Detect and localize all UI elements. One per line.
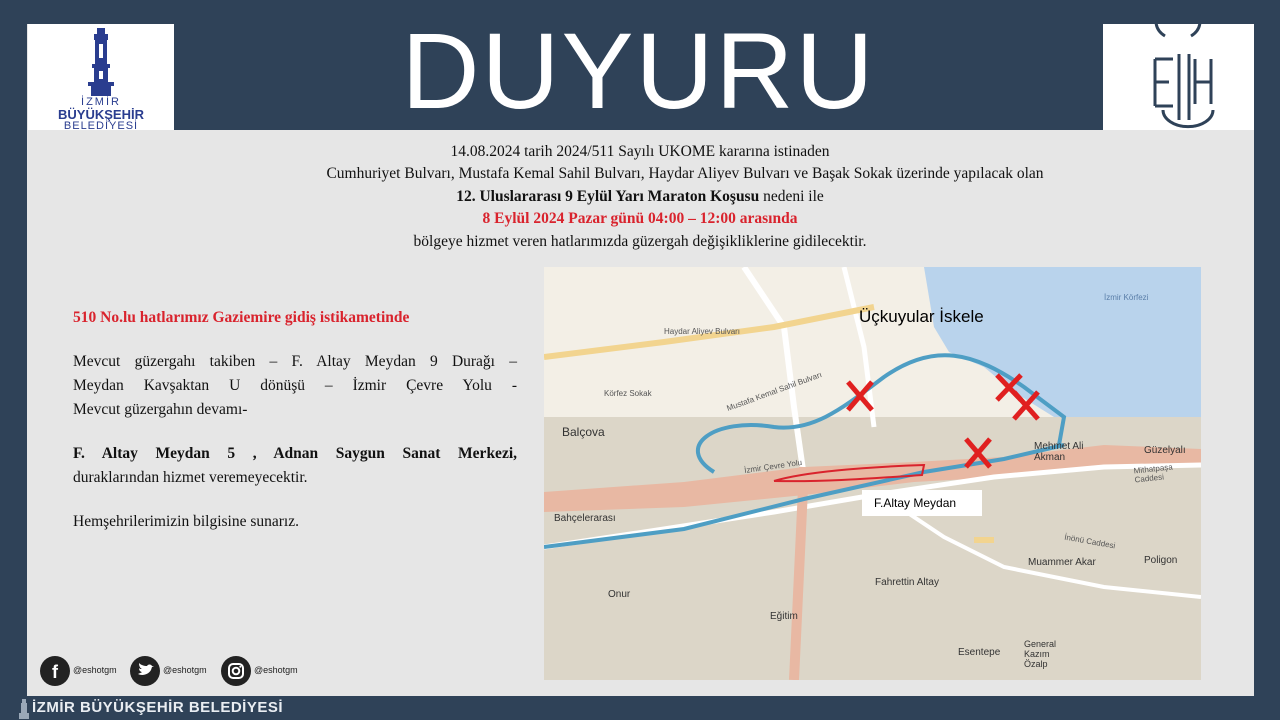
closed-stops-note: duraklarından hizmet veremeyecektir. <box>73 469 308 486</box>
road-mithatpasa: Mithatpaşa Caddesi <box>1133 462 1174 485</box>
route-line1: Mevcut güzergahı takiben – F. Altay Meydan 9 Durağı – <box>73 353 517 370</box>
event-name: 12. Uluslararası 9 Eylül Yarı Maraton Koşusu <box>456 188 760 205</box>
footer-tower-icon <box>17 699 31 719</box>
place-onur: Onur <box>608 589 631 600</box>
road-inonu: İnönü Caddesi <box>1063 532 1116 551</box>
eshot-monogram-icon <box>1103 24 1254 130</box>
place-poligon: Poligon <box>1144 555 1178 566</box>
page-title: DUYURU <box>174 0 1103 130</box>
facebook-icon[interactable] <box>40 656 70 686</box>
facebook-handle[interactable]: @eshotgm <box>73 665 117 675</box>
place-general-kazim-ozalp: General Kazım Özalp <box>1024 639 1057 669</box>
place-izmir-korfezi: İzmir Körfezi <box>1104 293 1149 302</box>
instagram-icon[interactable] <box>221 656 251 686</box>
road-korfez-sokak: Körfez Sokak <box>604 389 652 398</box>
logo-line2: BÜYÜKŞEHİR <box>58 107 144 122</box>
place-esentepe: Esentepe <box>958 647 1001 658</box>
closing-note: Hemşehrilerimizin bilgisine sunarız. <box>73 513 299 530</box>
announcement-line5: bölgeye hizmet veren hatlarımızda güzergah değişikliklerine gidilecektir. <box>413 233 867 250</box>
road-cevre-yolu: İzmir Çevre Yolu <box>743 457 803 476</box>
road-haydar-aliyev: Haydar Aliyev Bulvarı <box>664 327 741 336</box>
instagram-handle[interactable]: @eshotgm <box>254 665 298 675</box>
logo-line1: İZMİR <box>81 96 121 108</box>
closed-stops: F. Altay Meydan 5 , Adnan Saygun Sanat Merkezi, <box>73 445 517 462</box>
twitter-icon[interactable] <box>130 656 160 686</box>
route-heading: 510 No.lu hatlarımız Gaziemire gidiş istikametinde <box>73 309 410 326</box>
map-graphic <box>544 267 1201 680</box>
pier-label: Üçkuyular İskele <box>859 307 984 326</box>
place-egitim: Eğitim <box>770 611 798 622</box>
stop-label: F.Altay Meydan <box>874 496 957 510</box>
route-line3: Mevcut güzergahın devamı- <box>73 401 248 418</box>
announcement-line3 <box>0 188 1280 206</box>
footer-text: İZMİR BÜYÜKŞEHİR BELEDİYESİ <box>32 699 284 716</box>
place-mehmet-ali-akman: Mehmet Ali Akman <box>1034 441 1084 463</box>
eshot-logo <box>1103 24 1254 130</box>
izmir-logo <box>28 24 174 130</box>
svg-text:f: f <box>52 662 58 682</box>
announcement-line1: 14.08.2024 tarih 2024/511 Sayılı UKOME kararına istinaden <box>450 143 830 160</box>
route-line2: Meydan Kavşaktan U dönüşü – İzmir Çevre Yolu - <box>73 377 517 394</box>
place-guzelyali: Güzelyalı <box>1144 445 1186 456</box>
logo-line3: BELEDİYESİ <box>63 120 139 132</box>
announcement-date: 8 Eylül 2024 Pazar günü 04:00 – 12:00 arasında <box>482 210 798 227</box>
route-map <box>544 267 1201 680</box>
announcement-line2: Cumhuriyet Bulvarı, Mustafa Kemal Sahil Bulvarı, Haydar Aliyev Bulvarı ve Başak Sokak üzerinde yapılacak olan <box>326 165 1044 182</box>
place-fahrettin-altay: Fahrettin Altay <box>875 577 939 588</box>
place-balcova: Balçova <box>562 425 605 439</box>
place-bahcelerarasi: Bahçelerarası <box>554 513 616 524</box>
place-muammer-akar: Muammer Akar <box>1028 557 1096 568</box>
event-reason: nedeni ile <box>759 188 824 205</box>
road-sahil-bulvari: Mustafa Kemal Sahil Bulvarı <box>725 370 824 413</box>
twitter-handle[interactable]: @eshotgm <box>163 665 207 675</box>
